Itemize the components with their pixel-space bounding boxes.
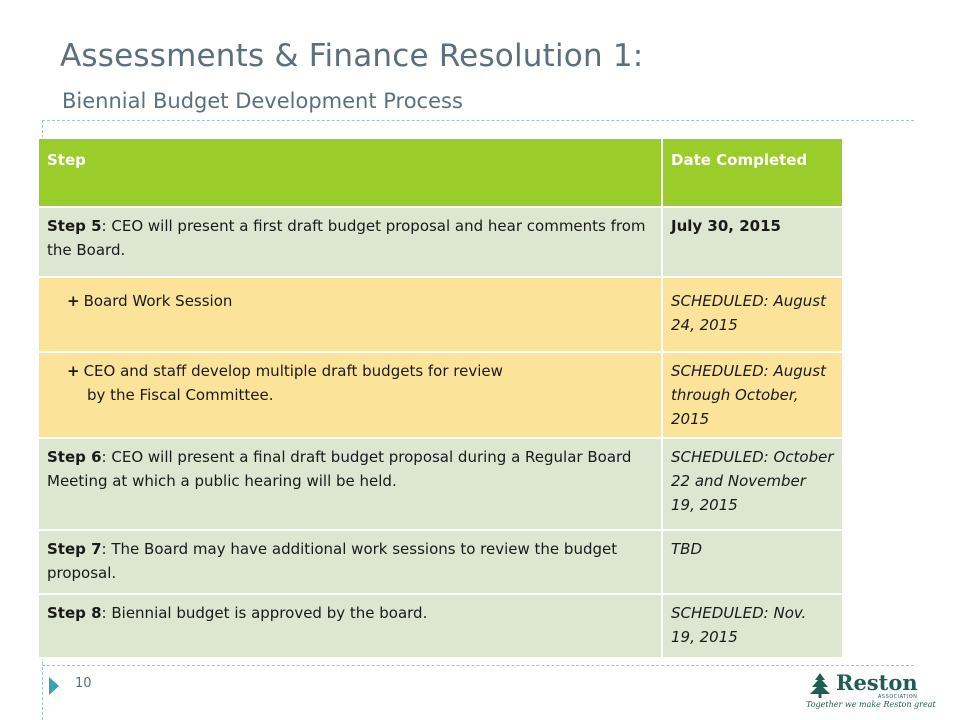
- step-text: : Biennial budget is approved by the board.: [101, 604, 428, 622]
- step-text: : CEO will present a final draft budget proposal during a Regular Board Meeting at which a public hearing will be held.: [47, 448, 632, 490]
- slide-title: Assessments & Finance Resolution 1:: [60, 38, 644, 74]
- plus-icon: +: [67, 362, 80, 380]
- tree-icon: [808, 672, 832, 698]
- table-row: [38, 207, 843, 277]
- step-cell: [38, 352, 662, 438]
- sub-step: [47, 359, 653, 383]
- table-row: [38, 438, 843, 530]
- step-cell: [38, 277, 662, 352]
- table-row: [38, 530, 843, 594]
- sub-step-text-continued: by the Fiscal Committee.: [87, 386, 274, 404]
- title-divider: [42, 120, 914, 121]
- plus-icon: +: [67, 292, 80, 310]
- sub-step-text: CEO and staff develop multiple draft budgets for review: [83, 362, 503, 380]
- date-cell: SCHEDULED: October 22 and November 19, 2015: [662, 438, 843, 530]
- step-cell: [38, 594, 662, 658]
- step-cell: [38, 530, 662, 594]
- step-label: Step 5: [47, 217, 102, 235]
- date-cell: SCHEDULED: Nov. 19, 2015: [662, 594, 843, 658]
- date-cell: SCHEDULED: August through October, 2015: [662, 352, 843, 438]
- step-cell: [38, 207, 662, 277]
- table-header-row: [38, 138, 843, 207]
- date-cell: July 30, 2015: [662, 207, 843, 277]
- sub-step-text: Board Work Session: [83, 292, 233, 310]
- header-date-completed: Date Completed: [662, 138, 843, 207]
- reston-association-logo: [806, 670, 936, 712]
- step-text: : The Board may have additional work sessions to review the budget proposal.: [47, 540, 618, 582]
- step-text: : CEO will present a first draft budget proposal and hear comments from the Board.: [47, 217, 646, 259]
- page-number: 10: [75, 676, 92, 691]
- date-cell: SCHEDULED: August 24, 2015: [662, 277, 843, 352]
- table-row: [38, 352, 843, 438]
- logo-name: Reston: [836, 670, 918, 695]
- step-label: Step 6: [47, 448, 102, 466]
- logo-tagline: Together we make Reston great: [806, 700, 936, 709]
- date-cell: TBD: [662, 530, 843, 594]
- header-step: Step: [38, 138, 662, 207]
- table-row: [38, 277, 843, 352]
- footer-divider: [42, 665, 914, 666]
- table-row: [38, 594, 843, 658]
- logo-subtitle: ASSOCIATION: [878, 694, 918, 700]
- triangle-bullet-icon: [49, 677, 59, 695]
- step-cell: [38, 438, 662, 530]
- step-label: Step 8: [47, 604, 102, 622]
- step-label: Step 7: [47, 540, 102, 558]
- sub-step: [47, 289, 653, 313]
- slide-subtitle: Biennial Budget Development Process: [62, 89, 463, 113]
- budget-steps-table: [37, 137, 844, 659]
